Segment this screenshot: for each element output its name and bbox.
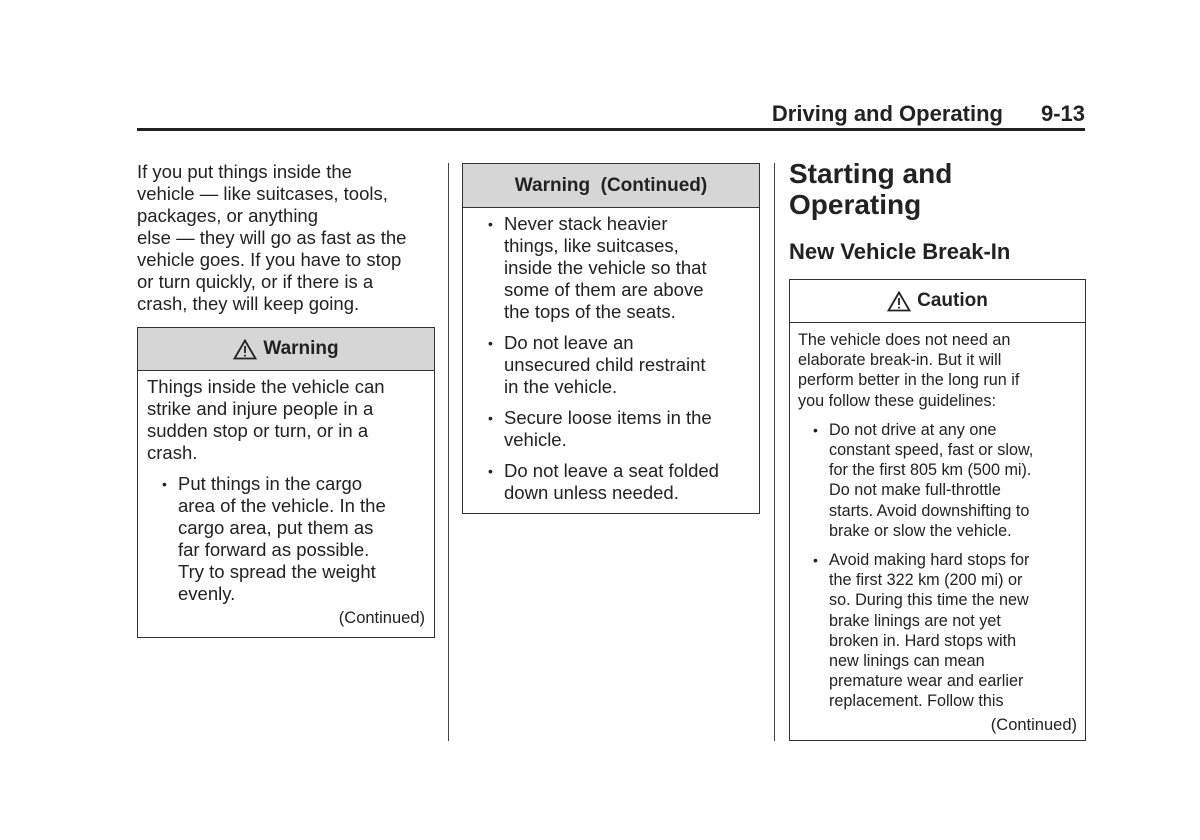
text-line: else — they will go as fast as the (137, 227, 407, 248)
subsection-heading: New Vehicle Break-In (789, 239, 1011, 264)
warning-continued-header (463, 164, 759, 208)
text-line: • Avoid making hard stops for (829, 551, 1030, 570)
text-line: far forward as possible. (178, 539, 370, 560)
text-line: evenly. (178, 583, 236, 604)
text-line: • Do not leave a seat folded (504, 460, 719, 481)
text-line: • Never stack heavier (504, 213, 668, 234)
text-line: crash. (147, 442, 198, 463)
bullet-item (162, 473, 434, 605)
text-line: area of the vehicle. In the (178, 495, 386, 516)
text-line: perform better in the long run if (798, 371, 1020, 390)
text-line: Starting and (789, 158, 953, 189)
text-line: strike and injure people in a (147, 398, 374, 419)
text-line: replacement. Follow this (829, 692, 1004, 711)
text-line: vehicle goes. If you have to stop (137, 249, 402, 270)
caution-text (790, 323, 1085, 411)
text-line: If you put things inside the (137, 161, 352, 182)
text-line: in the vehicle. (504, 376, 618, 397)
text-line: the tops of the seats. (504, 301, 676, 322)
section-title: Driving and Operating (771, 101, 1003, 126)
text-line: cargo area, put them as (178, 517, 374, 538)
warning-continued-title: Warning (Continued) (514, 174, 708, 196)
text-line: so. During this time the new (829, 591, 1029, 610)
text-line: constant speed, fast or slow, (829, 441, 1034, 460)
text-line: Operating (789, 189, 922, 220)
text-line: • Put things in the cargo (178, 473, 363, 494)
text-line: vehicle. (504, 429, 567, 450)
header-rule (137, 128, 1085, 131)
text-line: unsecured child restraint (504, 354, 706, 375)
intro-paragraph (137, 161, 437, 315)
warning-bullets (463, 208, 759, 504)
column-divider (448, 163, 449, 741)
bullet-item (813, 550, 1085, 712)
bullet-item (488, 407, 759, 451)
text-line: elaborate break-in. But it will (798, 351, 1002, 370)
text-line: inside the vehicle so that (504, 257, 707, 278)
warning-box (137, 327, 435, 638)
warning-continued-box (462, 163, 760, 514)
warning-header (138, 328, 434, 371)
text-line: brake or slow the vehicle. (829, 521, 1012, 540)
warning-text (138, 371, 434, 464)
caution-title: Caution (917, 290, 988, 311)
text-line: new linings can mean (829, 652, 985, 671)
text-line: some of them are above (504, 279, 704, 300)
caution-header (790, 280, 1085, 323)
caution-box (789, 279, 1086, 741)
bullet-item (488, 213, 759, 323)
warning-triangle-icon (887, 291, 911, 312)
running-header (772, 101, 1085, 127)
text-line: The vehicle does not need an (798, 331, 1011, 349)
text-line: packages, or anything (137, 205, 319, 226)
text-line: • Do not leave an (504, 332, 634, 353)
warning-title: Warning (263, 338, 339, 359)
section-heading (789, 158, 952, 220)
continued-label: (Continued) (990, 715, 1077, 734)
text-line: down unless needed. (504, 482, 679, 503)
text-line: you follow these guidelines: (798, 391, 996, 410)
caution-bullets (790, 411, 1085, 712)
warning-triangle-icon (233, 339, 257, 360)
text-line: brake linings are not yet (829, 611, 1001, 630)
text-line: sudden stop or turn, or in a (147, 420, 369, 441)
text-line: • Do not drive at any one (829, 420, 997, 439)
text-line: Try to spread the weight (178, 561, 376, 582)
text-line: broken in. Hard stops with (829, 631, 1017, 650)
text-line: Things inside the vehicle can (147, 376, 385, 397)
bullet-item (488, 460, 759, 504)
text-line: starts. Avoid downshifting to (829, 501, 1030, 520)
text-line: crash, they will keep going. (137, 293, 360, 314)
text-line: the first 322 km (200 mi) or (829, 571, 1023, 590)
text-line: premature wear and earlier (829, 672, 1024, 691)
text-line: things, like suitcases, (504, 235, 679, 256)
bullet-item (813, 420, 1085, 541)
bullet-item (488, 332, 759, 398)
text-line: vehicle — like suitcases, tools, (137, 183, 388, 204)
continued-label: (Continued) (338, 609, 425, 627)
page-number: 9-13 (1040, 101, 1085, 126)
text-line: Do not make full-throttle (829, 481, 1001, 500)
text-line: or turn quickly, or if there is a (137, 271, 374, 292)
column-divider (774, 163, 775, 741)
text-line: • Secure loose items in the (504, 407, 712, 428)
text-line: for the first 805 km (500 mi). (829, 461, 1032, 480)
warning-bullets (138, 464, 434, 605)
